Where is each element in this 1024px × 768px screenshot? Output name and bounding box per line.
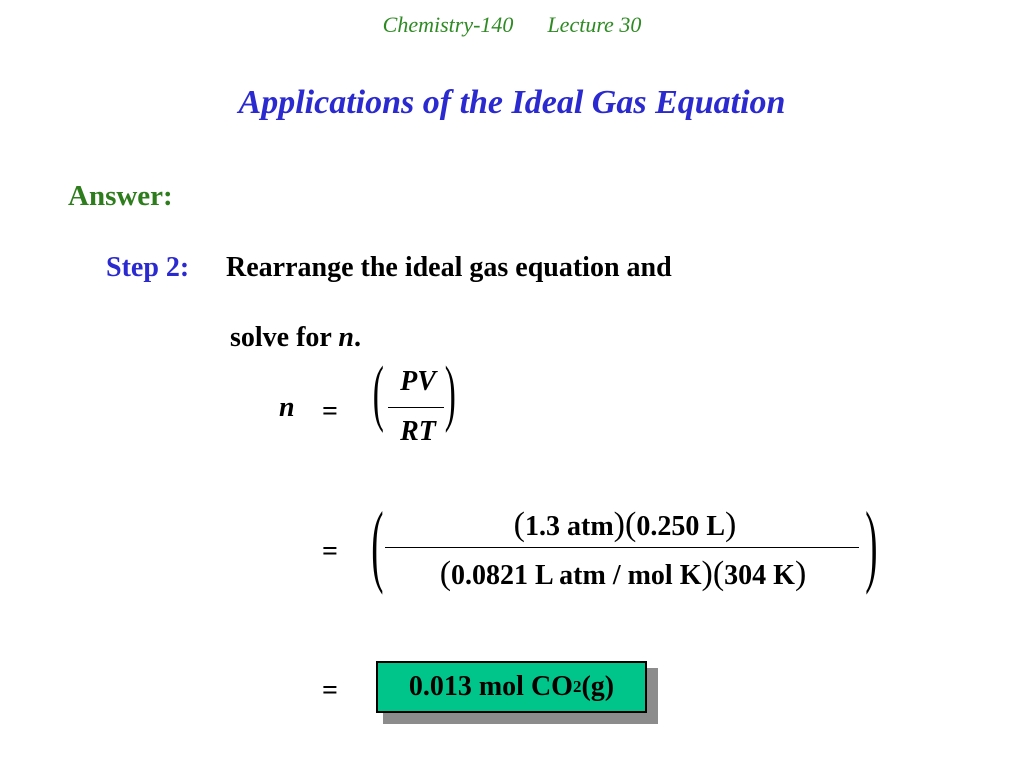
slide-title: Applications of the Ideal Gas Equation bbox=[238, 84, 786, 121]
eq1-right-paren: ) bbox=[444, 352, 456, 434]
eq1-denominator: RT bbox=[400, 416, 436, 447]
step-label: Step 2: bbox=[106, 252, 190, 283]
eq2-left-paren: ( bbox=[371, 493, 384, 595]
result-suffix: (g) bbox=[581, 671, 615, 702]
eq2-num-term2: 0.250 L bbox=[636, 511, 725, 542]
step-text-suffix: . bbox=[353, 322, 361, 353]
eq1-lhs: n bbox=[279, 392, 295, 423]
eq2-numerator: (1.3 atm)(0.250 L) bbox=[513, 506, 737, 543]
eq1-numerator: PV bbox=[400, 366, 436, 397]
eq1-left-paren: ( bbox=[372, 352, 384, 434]
course-name: Chemistry-140 bbox=[382, 12, 514, 37]
eq2-den-term2: 304 K bbox=[724, 560, 795, 591]
lecture-number: Lecture 30 bbox=[547, 12, 642, 37]
result-text: 0.013 mol CO bbox=[408, 671, 573, 702]
answer-label: Answer: bbox=[68, 180, 173, 212]
eq2-right-paren: ) bbox=[865, 493, 878, 595]
eq1-equals: = bbox=[322, 396, 338, 427]
step-text-prefix: solve for bbox=[230, 322, 339, 353]
eq2-denominator: (0.0821 L atm / mol K)(304 K) bbox=[439, 555, 807, 592]
variable-n: n bbox=[338, 322, 354, 353]
eq2-num-term1: 1.3 atm bbox=[525, 511, 614, 542]
step-text-line1: Rearrange the ideal gas equation and bbox=[226, 252, 672, 283]
eq3-equals: = bbox=[322, 675, 338, 706]
eq1-fraction-bar bbox=[388, 407, 444, 408]
eq2-den-term1: 0.0821 L atm / mol K bbox=[451, 560, 702, 591]
result-box bbox=[376, 661, 647, 713]
eq2-equals: = bbox=[322, 536, 338, 567]
eq2-fraction-bar bbox=[385, 547, 859, 548]
result-subscript: 2 bbox=[572, 677, 582, 696]
step-text-line2 bbox=[230, 322, 361, 354]
lecture-header bbox=[0, 12, 1024, 38]
